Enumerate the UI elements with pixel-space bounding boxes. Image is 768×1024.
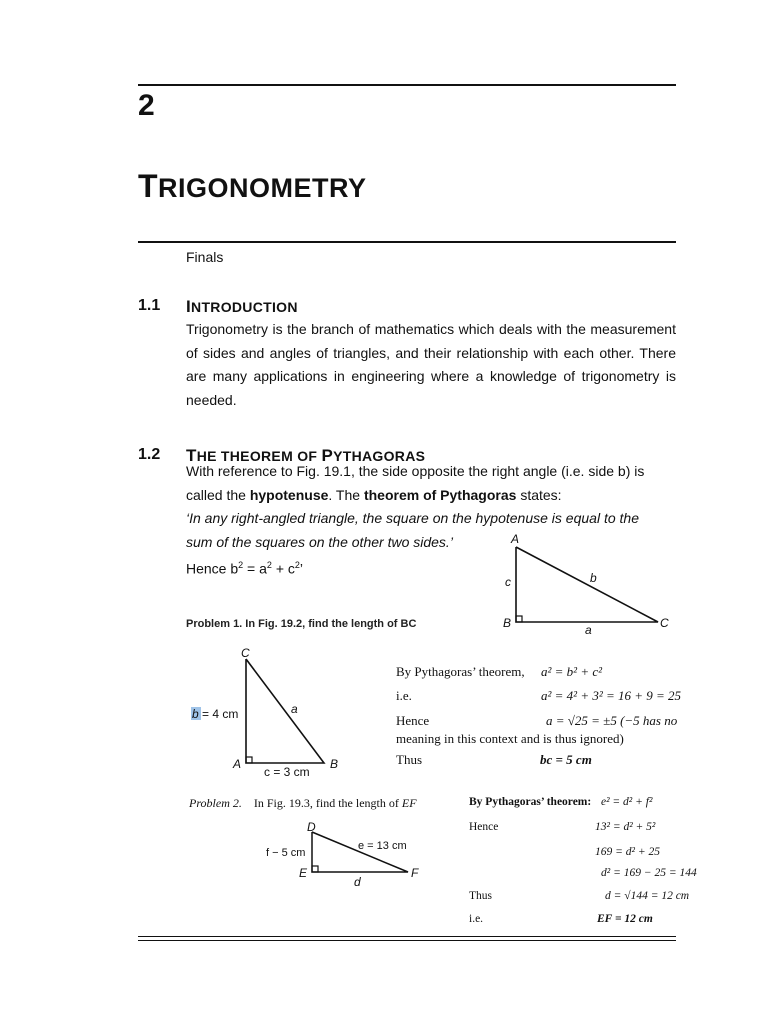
fig192-label-b: [192, 707, 238, 721]
hf-2: = a: [243, 560, 267, 577]
l2-post: states:: [516, 487, 562, 503]
problem2-heading: [189, 796, 417, 811]
p2-l2-eq: 13² = d² + 5²: [595, 821, 656, 833]
hypotenuse-term: hypotenuse: [249, 487, 329, 503]
p1-l2-label: i.e.: [396, 688, 412, 703]
hf-1: Hence b: [186, 560, 239, 577]
p2-l5-eq: d = √144 = 12 cm: [605, 890, 690, 902]
theorem-term: theorem of Pythagoras: [363, 487, 517, 503]
fig192-label-c: c = 3 cm: [264, 765, 310, 779]
fig191-label-c: c: [505, 575, 511, 589]
fig193-label-F: F: [411, 866, 419, 880]
hf-sup1: 2: [238, 560, 244, 570]
finals-label: Finals: [186, 249, 224, 265]
p2-l6-eq: EF = 12 cm: [597, 913, 653, 925]
problem2-var: EF: [401, 796, 417, 810]
fig191-label-C: C: [660, 616, 669, 630]
section-title-intro-first: I: [186, 297, 192, 316]
fig193-edges: [312, 832, 408, 872]
p2-l1-eq: e² = d² + f²: [601, 796, 653, 808]
fig192-label-B: B: [330, 757, 339, 771]
bottom-rule-1: [138, 936, 676, 937]
section-number-pythagoras: 1.2: [138, 446, 161, 463]
fig193-right-angle: [312, 866, 318, 872]
figure-19-3-triangle: [262, 818, 432, 893]
fig191-right-angle: [516, 616, 522, 622]
fig192-b-letter: b: [192, 707, 199, 721]
chapter-number: 2: [138, 89, 155, 122]
fig193-label-E: E: [299, 866, 308, 880]
fig192-label-A: A: [233, 757, 242, 771]
p1-l5-eq: bc = 5 cm: [540, 752, 592, 767]
fig193-label-d: d: [354, 875, 361, 889]
fig191-label-B: B: [503, 616, 512, 630]
sec2-rest2: YTHAGORAS: [333, 448, 426, 464]
fig191-label-A: A: [511, 532, 520, 546]
fig192-label-C: C: [241, 646, 250, 660]
fig192-edges: [246, 659, 324, 763]
section-title-intro: [186, 297, 298, 317]
sec2-first2: P: [321, 446, 334, 465]
figure-19-2-triangle: [186, 645, 356, 780]
fig191-edges: [516, 547, 658, 622]
p2-l2-label: Hence: [469, 821, 499, 833]
l2-mid: . The: [328, 487, 364, 503]
p1-l1-eq: a² = b² + c²: [541, 664, 603, 679]
p1-l1-label: By Pythagoras’ theorem,: [396, 664, 525, 679]
problem2-label: Problem 2.: [189, 796, 242, 810]
bottom-rule-2: [138, 940, 676, 941]
hf-3: + c: [271, 560, 295, 577]
section-title-intro-rest: NTRODUCTION: [191, 299, 298, 315]
p2-l4-eq: d² = 169 − 25 = 144: [601, 867, 697, 879]
chapter-title: [138, 168, 367, 206]
fig191-label-b: b: [590, 571, 597, 585]
p1-l3-eq: a = √25 = ±5 (−5 has no: [546, 713, 678, 728]
fig193-label-f: f − 5 cm: [266, 847, 306, 859]
chapter-title-rest: RIGONOMETRY: [158, 173, 367, 203]
sec2-first: T: [186, 446, 197, 465]
figure-19-1-triangle: [498, 530, 678, 640]
sec2-rest: HE THEOREM OF: [196, 448, 322, 464]
theorem-quote-line2: sum of the squares on the other two sides.’: [186, 534, 453, 550]
chapter-title-first: T: [138, 168, 159, 204]
p2-l1-label: By Pythagoras’ theorem:: [469, 796, 592, 808]
p2-l6-label: i.e.: [469, 913, 484, 925]
p1-l4: meaning in this context and is thus ignored): [396, 731, 624, 746]
intro-paragraph: Trigonometry is the branch of mathematics which deals with the measurement of sides and angles of triangles, and their relationship with each other. There are many applications in engineering where a knowledge of trigonometry is needed.: [186, 321, 676, 408]
p2-l3-eq: 169 = d² + 25: [595, 846, 660, 858]
pythagoras-line2: [186, 484, 676, 508]
l2-pre: called the: [186, 487, 250, 503]
hf-sup2: 2: [266, 560, 272, 570]
hf-4: ’: [299, 560, 304, 577]
top-rule: [138, 84, 676, 86]
title-rule: [138, 241, 676, 243]
fig192-label-a: a: [291, 702, 298, 716]
theorem-quote-line1: ‘In any right-angled triangle, the square on the hypotenuse is equal to the: [186, 510, 639, 526]
problem1-heading: Problem 1. In Fig. 19.2, find the length of BC: [186, 618, 417, 630]
p1-l3-label: Hence: [396, 713, 430, 728]
fig192-right-angle: [246, 757, 252, 763]
section-number-intro: 1.1: [138, 297, 161, 314]
p2-l5-label: Thus: [469, 890, 492, 902]
p1-l2-eq: a² = 4² + 3² = 16 + 9 = 25: [541, 688, 682, 703]
fig193-label-D: D: [307, 820, 316, 834]
fig191-label-a: a: [585, 623, 592, 637]
fig193-label-e: e = 13 cm: [358, 840, 407, 852]
fig192-b-value: = 4 cm: [198, 707, 239, 721]
problem2-text: In Fig. 19.3, find the length of: [253, 796, 402, 810]
pythagoras-line1: With reference to Fig. 19.1, the side opposite the right angle (i.e. side b) is: [186, 463, 645, 479]
p1-l5-label: Thus: [396, 752, 422, 767]
hf-sup3: 2: [294, 560, 300, 570]
